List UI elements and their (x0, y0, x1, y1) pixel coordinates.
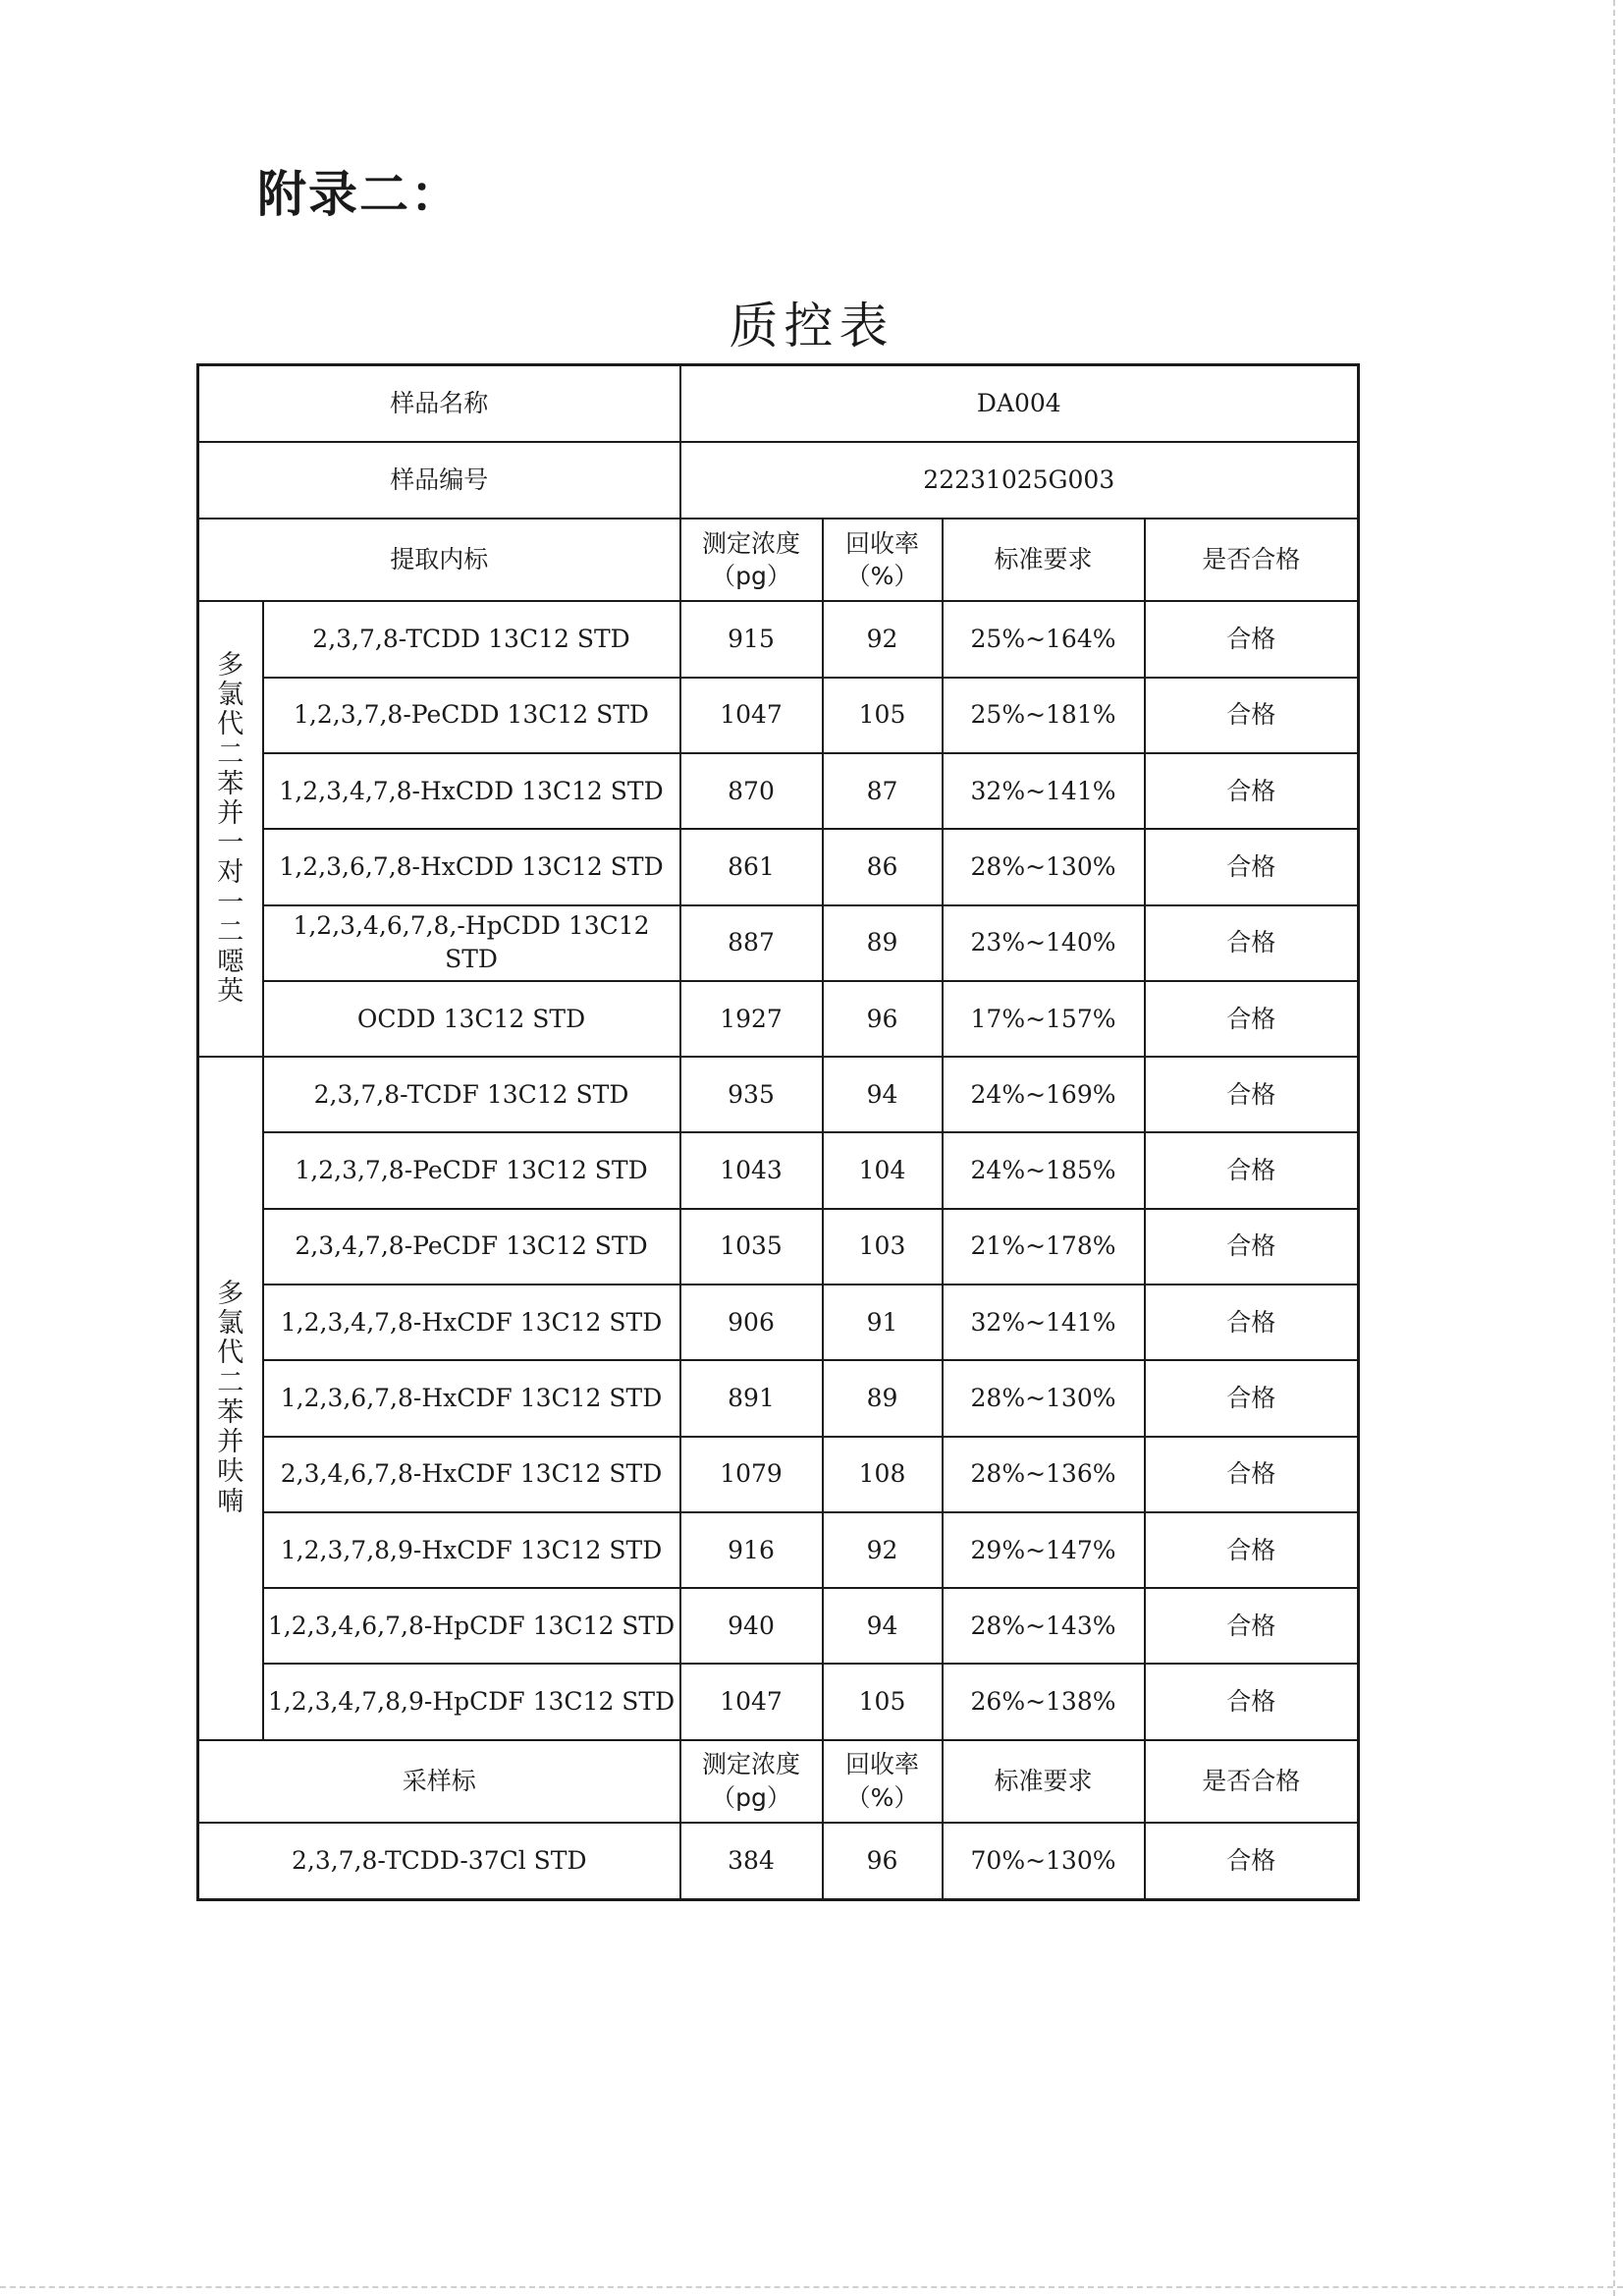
result-cell: 合格 (1145, 601, 1359, 677)
recovery-cell: 86 (823, 829, 943, 904)
result-cell: 合格 (1145, 1823, 1359, 1900)
compound-cell: 1,2,3,6,7,8-HxCDD 13C12 STD (263, 829, 680, 904)
recovery-cell: 94 (823, 1588, 943, 1664)
compound-cell: 1,2,3,7,8-PeCDF 13C12 STD (263, 1132, 680, 1208)
sample-name-value: DA004 (680, 365, 1359, 442)
standard-cell: 28%~130% (943, 829, 1145, 904)
recovery-cell: 105 (823, 1664, 943, 1739)
result-cell: 合格 (1145, 1132, 1359, 1208)
table-row (198, 601, 1359, 677)
table-row (198, 905, 1359, 981)
concentration-cell: 1079 (680, 1437, 823, 1512)
concentration-cell: 935 (680, 1057, 823, 1132)
concentration-cell: 1927 (680, 981, 823, 1057)
table-row (198, 1664, 1359, 1739)
table-row (198, 1512, 1359, 1588)
result-cell: 合格 (1145, 1057, 1359, 1132)
table-row (198, 981, 1359, 1057)
table-row (198, 829, 1359, 904)
compound-cell: 1,2,3,6,7,8-HxCDF 13C12 STD (263, 1360, 680, 1436)
standard-cell: 28%~130% (943, 1360, 1145, 1436)
recovery-cell: 89 (823, 1360, 943, 1436)
standard-cell: 32%~141% (943, 1285, 1145, 1360)
compound-cell: 2,3,4,7,8-PeCDF 13C12 STD (263, 1209, 680, 1285)
recovery-cell: 92 (823, 601, 943, 677)
concentration-cell: 887 (680, 905, 823, 981)
sampling-recovery-header-text: 回收率 (845, 1750, 920, 1779)
sample-number-value: 22231025G003 (680, 442, 1359, 519)
compound-cell: 2,3,7,8-TCDD-37Cl STD (198, 1823, 680, 1900)
recovery-cell: 92 (823, 1512, 943, 1588)
recovery-cell: 105 (823, 678, 943, 753)
compound-cell: 1,2,3,4,6,7,8,-HpCDD 13C12 STD (263, 905, 680, 981)
table-row (198, 1823, 1359, 1900)
recovery-cell: 89 (823, 905, 943, 981)
concentration-cell: 1047 (680, 678, 823, 753)
table-row (198, 1057, 1359, 1132)
table-row (198, 678, 1359, 753)
result-cell: 合格 (1145, 1512, 1359, 1588)
sample-number-row (198, 442, 1359, 519)
recovery-header-text: 回收率 (845, 528, 920, 558)
standard-cell: 21%~178% (943, 1209, 1145, 1285)
result-cell: 合格 (1145, 1588, 1359, 1664)
recovery-cell: 103 (823, 1209, 943, 1285)
recovery-cell: 108 (823, 1437, 943, 1512)
concentration-cell: 870 (680, 753, 823, 829)
concentration-cell: 384 (680, 1823, 823, 1900)
sampling-header-row (198, 1740, 1359, 1823)
sampling-standard-header: 标准要求 (943, 1740, 1145, 1823)
standard-cell: 28%~136% (943, 1437, 1145, 1512)
recovery-cell: 94 (823, 1057, 943, 1132)
compound-cell: 1,2,3,4,7,8-HxCDD 13C12 STD (263, 753, 680, 829)
concentration-cell: 916 (680, 1512, 823, 1588)
sampling-recovery-header (823, 1740, 943, 1823)
compound-cell: OCDD 13C12 STD (263, 981, 680, 1057)
recovery-cell: 104 (823, 1132, 943, 1208)
standard-cell: 25%~164% (943, 601, 1145, 677)
appendix-heading: 附录二： (257, 166, 461, 223)
concentration-cell: 915 (680, 601, 823, 677)
result-cell: 合格 (1145, 1209, 1359, 1285)
concentration-header-unit: （pg） (711, 562, 791, 591)
compound-cell: 1,2,3,4,6,7,8-HpCDF 13C12 STD (263, 1588, 680, 1664)
recovery-cell: 96 (823, 1823, 943, 1900)
result-cell: 合格 (1145, 829, 1359, 904)
result-cell: 合格 (1145, 678, 1359, 753)
compound-cell: 2,3,4,6,7,8-HxCDF 13C12 STD (263, 1437, 680, 1512)
concentration-header (680, 519, 823, 601)
concentration-cell: 1047 (680, 1664, 823, 1739)
compound-cell: 1,2,3,7,8-PeCDD 13C12 STD (263, 678, 680, 753)
standard-cell: 17%~157% (943, 981, 1145, 1057)
sample-name-row (198, 365, 1359, 442)
concentration-header-text: 测定浓度 (702, 528, 801, 558)
sampling-qualified-header: 是否合格 (1145, 1740, 1359, 1823)
table-row (198, 1209, 1359, 1285)
result-cell: 合格 (1145, 1437, 1359, 1512)
sample-name-label: 样品名称 (198, 365, 680, 442)
table-row (198, 753, 1359, 829)
table-row (198, 1132, 1359, 1208)
page-bottom-edge (0, 2285, 1623, 2288)
concentration-cell: 906 (680, 1285, 823, 1360)
qc-table (196, 363, 1360, 1901)
sample-number-label: 样品编号 (198, 442, 680, 519)
compound-cell: 1,2,3,4,7,8,9-HpCDF 13C12 STD (263, 1664, 680, 1739)
table-row (198, 1360, 1359, 1436)
standard-cell: 29%~147% (943, 1512, 1145, 1588)
standard-cell: 70%~130% (943, 1823, 1145, 1900)
result-cell: 合格 (1145, 1285, 1359, 1360)
result-cell: 合格 (1145, 905, 1359, 981)
table-row (198, 1588, 1359, 1664)
recovery-cell: 91 (823, 1285, 943, 1360)
standard-header: 标准要求 (943, 519, 1145, 601)
table-title: 质控表 (729, 298, 894, 355)
concentration-cell: 1035 (680, 1209, 823, 1285)
concentration-cell: 861 (680, 829, 823, 904)
table-row (198, 1437, 1359, 1512)
compound-cell: 1,2,3,4,7,8-HxCDF 13C12 STD (263, 1285, 680, 1360)
recovery-header (823, 519, 943, 601)
recovery-cell: 96 (823, 981, 943, 1057)
compound-cell: 2,3,7,8-TCDD 13C12 STD (263, 601, 680, 677)
qc-table-body (198, 365, 1359, 1900)
result-cell: 合格 (1145, 981, 1359, 1057)
extract-label: 提取内标 (198, 519, 680, 601)
table-row (198, 1285, 1359, 1360)
result-cell: 合格 (1145, 753, 1359, 829)
sampling-label: 采样标 (198, 1740, 680, 1823)
standard-cell: 25%~181% (943, 678, 1145, 753)
standard-cell: 24%~169% (943, 1057, 1145, 1132)
standard-cell: 28%~143% (943, 1588, 1145, 1664)
standard-cell: 24%~185% (943, 1132, 1145, 1208)
sampling-recovery-header-unit: （%） (845, 1782, 919, 1812)
recovery-header-unit: （%） (845, 562, 919, 591)
recovery-cell: 87 (823, 753, 943, 829)
concentration-cell: 1043 (680, 1132, 823, 1208)
standard-cell: 26%~138% (943, 1664, 1145, 1739)
result-cell: 合格 (1145, 1664, 1359, 1739)
standard-cell: 23%~140% (943, 905, 1145, 981)
sampling-concentration-header (680, 1740, 823, 1823)
standard-cell: 32%~141% (943, 753, 1145, 829)
group-label: 多 氯 代 二 苯 并 一 对 一 二 噁 英 (198, 601, 263, 1057)
qualified-header: 是否合格 (1145, 519, 1359, 601)
concentration-cell: 891 (680, 1360, 823, 1436)
compound-cell: 2,3,7,8-TCDF 13C12 STD (263, 1057, 680, 1132)
sampling-concentration-header-text: 测定浓度 (702, 1750, 801, 1779)
result-cell: 合格 (1145, 1360, 1359, 1436)
group-label: 多 氯 代 二 苯 并 呋 喃 (198, 1057, 263, 1740)
sampling-concentration-header-unit: （pg） (711, 1782, 791, 1812)
concentration-cell: 940 (680, 1588, 823, 1664)
extract-header-row (198, 519, 1359, 601)
compound-cell: 1,2,3,7,8,9-HxCDF 13C12 STD (263, 1512, 680, 1588)
